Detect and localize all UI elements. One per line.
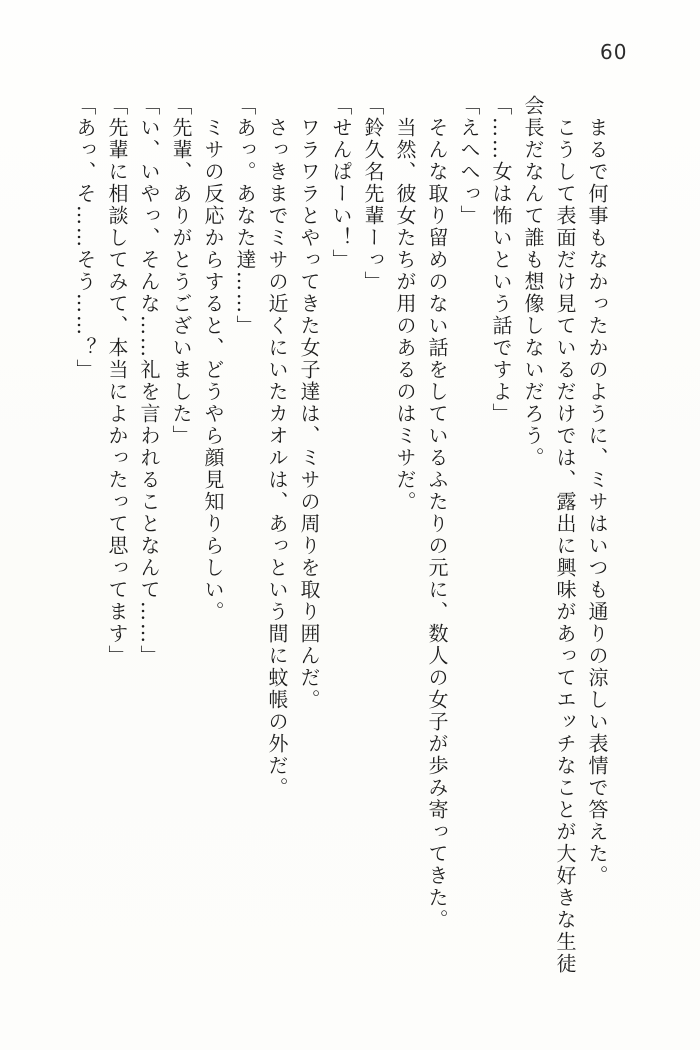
novel-line: 「先輩に相談してみて、本当によかったって思ってます」 — [105, 95, 129, 667]
novel-line: 「あっ。あなた達……」 — [233, 95, 257, 337]
novel-text-block — [67, 95, 613, 979]
novel-line: こうして表面だけ見ているだけでは、露出に興味があってエッチなことが大好きな生徒会長だなんて誰も想像しないだろう。 — [521, 95, 577, 975]
novel-line: まるで何事もなかったかのように、ミサはいつも通りの涼しい表情で答えた。 — [585, 95, 609, 887]
novel-line: 「い、いやっ、そんな……礼を言われることなんて……」 — [137, 95, 161, 667]
novel-line: 「先輩、ありがとうございました」 — [169, 95, 193, 447]
novel-line: そんな取り留めのない話をしているふたりの元に、数人の女子が歩み寄ってきた。 — [425, 95, 449, 931]
novel-line: ワラワラとやってきた女子達は、ミサの周りを取り囲んだ。 — [297, 95, 321, 711]
novel-line: 「鈴久名先輩ーっ」 — [361, 95, 385, 293]
novel-line: さっきまでミサの近くにいたカオルは、あっという間に蚊帳の外だ。 — [265, 95, 289, 799]
novel-line: 「せんぱーい！」 — [329, 95, 353, 271]
page-number: 60 — [600, 40, 628, 64]
novel-line: 「あっ、そ……そう……？」 — [73, 95, 97, 381]
novel-line: 「えへへっ」 — [457, 95, 481, 227]
novel-line: 当然、彼女たちが用のあるのはミサだ。 — [393, 95, 417, 513]
novel-line: ミサの反応からすると、どうやら顔見知りらしい。 — [201, 95, 225, 623]
novel-line: 「……女は怖いという話ですよ」 — [489, 95, 513, 425]
